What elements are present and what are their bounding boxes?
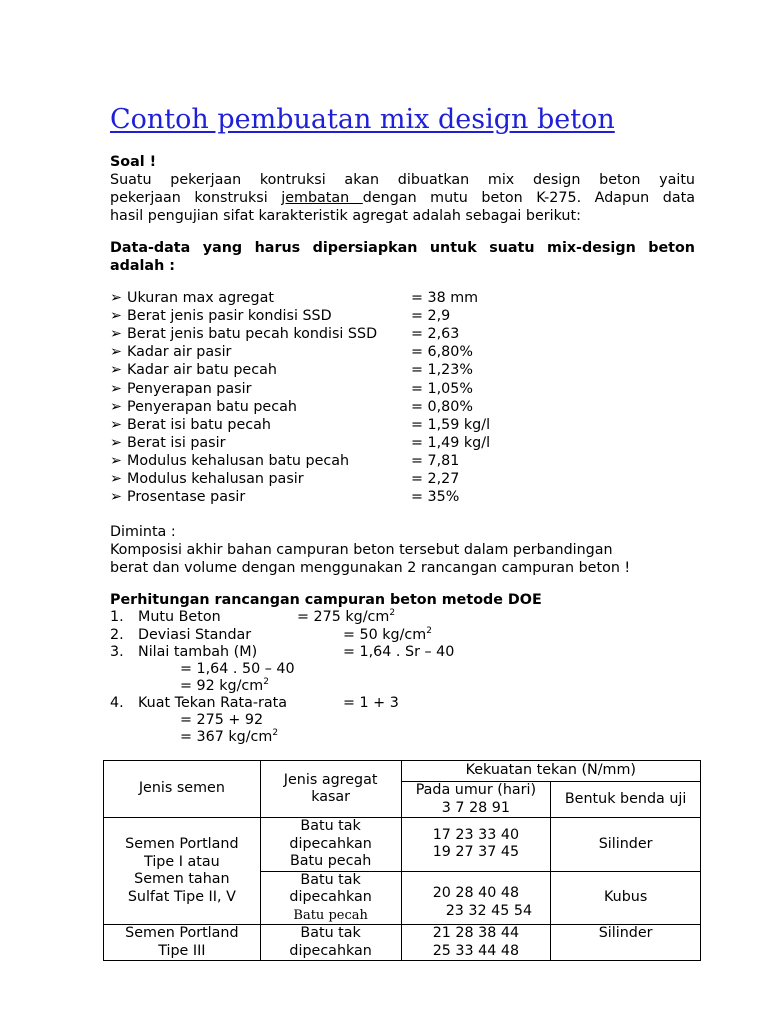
list-item-value: = 1,59 kg/l (411, 416, 491, 433)
r1-agregat-line-1: Batu tak (300, 818, 361, 834)
list-item-label: Kadar air pasir (127, 344, 232, 361)
step-4-line-2: = 275 + 92 (180, 712, 264, 728)
r1-values-cell (401, 818, 551, 872)
step-4-line-3-text: = 367 kg/cm (180, 729, 273, 745)
list-item (110, 380, 251, 398)
header-jenis-agregat-line-1: Jenis agregat (283, 771, 378, 788)
step-2-value (343, 626, 432, 644)
diminta-line-1: Komposisi akhir bahan campuran beton tersebut dalam perbandingan (110, 542, 613, 558)
list-item-value: = 2,9 (411, 308, 451, 325)
list-item-value: = 2,63 (411, 326, 460, 343)
list-item-value: = 1,05% (411, 380, 473, 397)
header-umur (401, 782, 551, 818)
arrow-bullet-icon: ➢ (110, 380, 122, 397)
step-2-value-text: = 50 kg/cm (343, 627, 427, 643)
step-3-line-3-text: = 92 kg/cm (180, 678, 264, 694)
r2-agregat-line-3: Batu pecah (293, 907, 368, 923)
r3-agregat-cell (260, 925, 401, 961)
arrow-bullet-icon: ➢ (110, 416, 122, 433)
header-jenis-semen: Jenis semen (104, 761, 261, 818)
intro-line-1: Suatu pekerjaan kontruksi akan dibuatkan mix design beton yaitu (110, 172, 695, 188)
list-item (110, 343, 231, 361)
arrow-bullet-icon: ➢ (110, 326, 122, 343)
intro-line-2-post: dengan mutu beton K-275. Adapun data (362, 190, 695, 206)
r1-agregat-line-2: dipecahkan (289, 835, 372, 852)
step-1-num: 1. (110, 609, 124, 625)
arrow-bullet-icon: ➢ (110, 452, 122, 469)
list-item-value: = 7,81 (411, 452, 460, 469)
semen-a-line-3: Semen tahan (134, 871, 230, 887)
step-4-label: Kuat Tekan Rata-rata (138, 695, 288, 711)
step-3-line-3 (180, 677, 269, 695)
semen-b-line-2: Tipe III (158, 942, 206, 959)
list-item-label: Berat jenis batu pecah kondisi SSD (127, 326, 378, 343)
list-item-value: = 38 mm (411, 290, 479, 306)
list-item-label: Kadar air batu pecah (127, 362, 277, 379)
list-item-label: Penyerapan pasir (127, 380, 252, 397)
arrow-bullet-icon: ➢ (110, 344, 122, 361)
list-item-label: Ukuran max agregat (127, 290, 274, 306)
step-1-value (297, 608, 395, 626)
list-item-label: Penyerapan batu pecah (127, 398, 297, 415)
semen-portland-a-cell (104, 818, 261, 925)
data-heading (110, 239, 695, 275)
list-item-value: = 0,80% (411, 398, 473, 415)
semen-a-line-2: Tipe I atau (144, 853, 220, 870)
step-3-num: 3. (110, 644, 124, 660)
intro-underlined-word: jembatan (281, 190, 363, 206)
arrow-bullet-icon: ➢ (110, 398, 122, 415)
r3-values-line-1: 21 28 38 44 (432, 925, 520, 941)
r2-agregat-line-2: dipecahkan (289, 889, 372, 905)
step-1-label: Mutu Beton (138, 609, 221, 625)
r2-bentuk-cell: Kubus (551, 871, 701, 925)
step-1-value-sup: 2 (389, 608, 396, 618)
list-item-value: = 6,80% (411, 344, 473, 361)
arrow-bullet-icon: ➢ (110, 471, 122, 487)
list-item-label: Prosentase pasir (127, 489, 246, 506)
perhitungan-heading: Perhitungan rancangan campuran beton metode DOE (110, 592, 542, 608)
step-1-value-text: = 275 kg/cm (297, 609, 390, 625)
list-item (110, 416, 271, 434)
intro-line-3: hasil pengujian sifat karakteristik agregat adalah sebagai berikut: (110, 208, 581, 224)
r1-agregat-line-3: Batu pecah (289, 853, 372, 869)
step-4-value: = 1 + 3 (343, 695, 399, 711)
header-bentuk: Bentuk benda uji (551, 782, 701, 818)
semen-a-line-1: Semen Portland (125, 836, 239, 852)
semen-portland-b-cell (104, 925, 261, 961)
arrow-bullet-icon: ➢ (110, 290, 122, 306)
header-kekuatan-tekan: Kekuatan tekan (N/mm) (401, 761, 700, 782)
r3-values-line-2: 25 33 44 48 (432, 942, 520, 959)
r2-values-cell (401, 871, 551, 925)
r2-agregat-line-1: Batu tak (300, 871, 361, 888)
list-item (110, 434, 225, 452)
list-item (110, 289, 274, 307)
list-item-label: Berat isi batu pecah (127, 416, 271, 433)
strength-table (103, 760, 701, 961)
r3-values-cell (401, 925, 551, 961)
data-heading-line-1: Data-data yang harus dipersiapkan untuk suatu mix-design beton (110, 240, 695, 256)
arrow-bullet-icon: ➢ (110, 434, 122, 451)
list-item (110, 470, 304, 488)
r1-agregat-cell (260, 818, 401, 872)
header-jenis-agregat (260, 761, 401, 818)
list-item (110, 488, 245, 506)
list-item-label: Modulus kehalusan batu pecah (127, 452, 350, 469)
step-2-label: Deviasi Standar (138, 627, 252, 643)
list-item (110, 452, 349, 470)
list-item-label: Berat jenis pasir kondisi SSD (127, 308, 332, 325)
semen-a-line-4: Sulfat Tipe II, V (127, 888, 236, 905)
intro-line-2-pre: pekerjaan konstruksi (110, 190, 282, 206)
list-item-value: = 1,49 kg/l (411, 434, 491, 451)
intro-line-2 (110, 189, 695, 207)
r2-values-line-2: 23 32 45 54 (445, 902, 533, 919)
step-3-label: Nilai tambah (M) (138, 644, 258, 660)
intro-paragraph (110, 171, 695, 225)
step-3-line-3-sup: 2 (263, 677, 269, 687)
arrow-bullet-icon: ➢ (110, 489, 122, 506)
list-item (110, 361, 277, 379)
r3-bentuk-cell: Silinder (551, 925, 701, 961)
list-item-label: Modulus kehalusan pasir (127, 471, 304, 487)
page-title: Contoh pembuatan mix design beton (110, 104, 615, 135)
list-item-value: = 1,23% (411, 362, 473, 379)
step-4-line-3 (180, 728, 278, 746)
step-4-num: 4. (110, 695, 124, 711)
header-umur-days: 3 7 28 91 (441, 799, 510, 816)
r1-bentuk-cell: Silinder (551, 818, 701, 872)
list-item (110, 325, 377, 343)
r2-values-line-1: 20 28 40 48 (432, 885, 520, 902)
list-item (110, 307, 332, 325)
diminta-label: Diminta : (110, 524, 176, 540)
step-2-num: 2. (110, 627, 124, 643)
r2-agregat-cell (260, 871, 401, 925)
soal-label: Soal ! (110, 154, 157, 170)
r3-agregat-line-2: dipecahkan (289, 942, 372, 959)
step-3-line-2: = 1,64 . 50 – 40 (180, 661, 295, 677)
list-item-label: Berat isi pasir (127, 434, 226, 451)
arrow-bullet-icon: ➢ (110, 362, 122, 379)
r1-values-line-1: 17 23 33 40 (432, 826, 520, 843)
r1-values-line-2: 19 27 37 45 (432, 844, 520, 861)
header-umur-line-1: Pada umur (hari) (415, 782, 537, 798)
semen-b-line-1: Semen Portland (125, 925, 239, 941)
header-jenis-agregat-line-2: kasar (311, 789, 351, 805)
list-item-value: = 2,27 (411, 471, 460, 487)
diminta-line-2: berat dan volume dengan menggunakan 2 rancangan campuran beton ! (110, 560, 631, 576)
r3-agregat-line-1: Batu tak (300, 925, 361, 941)
list-item-value: = 35% (411, 489, 460, 506)
arrow-bullet-icon: ➢ (110, 308, 122, 325)
step-3-value: = 1,64 . Sr – 40 (343, 644, 455, 660)
data-heading-line-2: adalah : (110, 258, 175, 274)
step-4-line-3-sup: 2 (272, 728, 279, 738)
list-item (110, 398, 297, 416)
step-2-value-sup: 2 (426, 626, 432, 636)
